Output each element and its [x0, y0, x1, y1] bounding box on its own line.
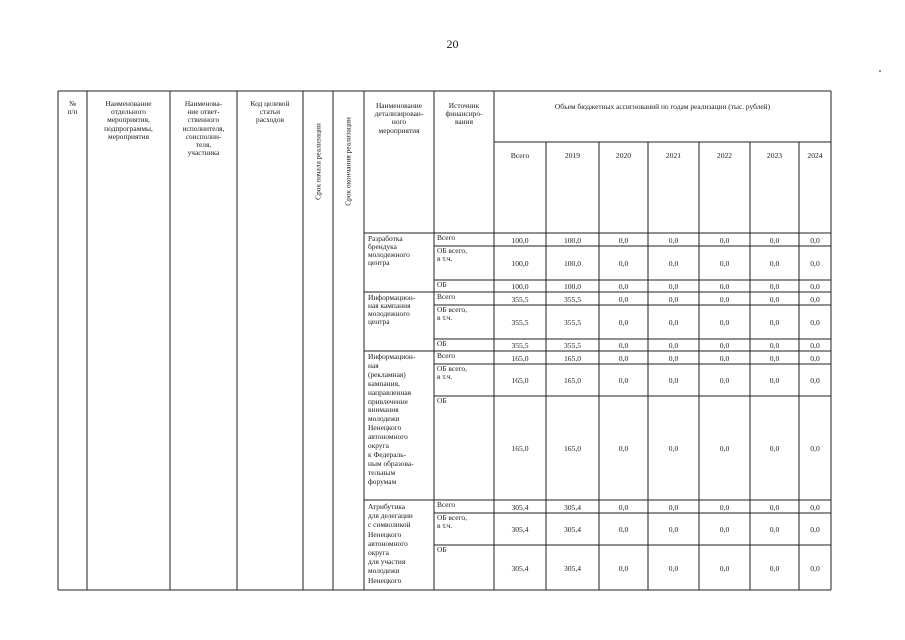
budget-value: 0,0: [769, 563, 780, 573]
header-end: Срок окончания реализации: [343, 117, 353, 206]
funding-source: ОБ всего, в т.ч.: [437, 364, 467, 381]
budget-value: 0,0: [668, 318, 679, 327]
budget-value: 0,0: [719, 563, 730, 573]
budget-value: 0,0: [618, 282, 629, 291]
budget-value: 0,0: [719, 318, 730, 327]
funding-source: Всего: [437, 292, 456, 301]
budget-value: 0,0: [769, 376, 780, 385]
budget-value: 0,0: [769, 353, 780, 363]
budget-value: 100,0: [511, 282, 529, 291]
funding-source: Всего: [437, 351, 456, 360]
budget-value: 0,0: [769, 282, 780, 291]
budget-value: 0,0: [668, 376, 679, 385]
year-header: 2020: [615, 151, 632, 160]
funding-source: ОБ: [437, 339, 447, 348]
budget-value: 0,0: [810, 341, 820, 350]
budget-value: 0,0: [719, 502, 730, 512]
header-code: Код целевой статьи расходов: [250, 99, 290, 125]
budget-value: 0,0: [810, 235, 820, 245]
year-header: 2023: [766, 151, 783, 160]
budget-value: 0,0: [719, 341, 730, 350]
header-detail: Наименование детализирован- ного мероприятия: [374, 101, 424, 135]
budget-value: 355,5: [563, 318, 582, 327]
budget-value: 0,0: [719, 376, 730, 385]
header-executor: Наименова- ние ответ- ственного исполнителя, соисполни- теля, участника: [182, 99, 225, 158]
budget-value: 305,4: [511, 563, 529, 573]
budget-value: 0,0: [810, 444, 820, 453]
budget-value: 0,0: [719, 259, 730, 268]
header-budget: Объем бюджетных ассигнований по годам реализации (тыс. рублей): [554, 102, 771, 111]
budget-value: 0,0: [719, 235, 730, 245]
funding-source: ОБ: [437, 396, 447, 405]
budget-value: 355,5: [563, 341, 582, 350]
budget-value: 0,0: [618, 376, 629, 385]
budget-value: 305,4: [563, 502, 582, 512]
year-header: 2019: [564, 151, 581, 160]
budget-value: 0,0: [618, 341, 629, 350]
funding-source: Всего: [437, 500, 456, 509]
funding-source: ОБ всего, в т.ч.: [437, 513, 467, 530]
year-header: Всего: [510, 151, 530, 160]
budget-value: 165,0: [563, 353, 582, 363]
year-header: 2021: [665, 151, 682, 160]
budget-value: 305,4: [563, 563, 582, 573]
budget-value: 0,0: [618, 353, 629, 363]
budget-value: 0,0: [668, 502, 679, 512]
detail-event-name: Атрибутика для делегации с символикой Ненецкого автономного округа для участия молодежи Ненецкого: [368, 502, 413, 585]
budget-value: 165,0: [511, 444, 529, 453]
budget-value: 305,4: [511, 525, 529, 534]
budget-value: 0,0: [769, 502, 780, 512]
budget-value: 0,0: [810, 502, 820, 512]
budget-value: 305,4: [563, 525, 582, 534]
budget-value: 0,0: [719, 525, 730, 534]
budget-value: 0,0: [719, 294, 730, 304]
budget-value: 0,0: [810, 563, 820, 573]
detail-event-name: Информацион- ная кампания молодежного центра: [368, 293, 416, 326]
budget-value: 0,0: [810, 282, 820, 291]
budget-value: 0,0: [618, 563, 629, 573]
budget-value: 0,0: [719, 282, 730, 291]
budget-value: 0,0: [810, 376, 820, 385]
funding-source: ОБ: [437, 545, 447, 554]
budget-value: 0,0: [618, 444, 629, 453]
budget-value: 0,0: [769, 259, 780, 268]
header-num: № п/п: [67, 99, 78, 117]
year-header: 2024: [807, 151, 823, 160]
budget-value: 0,0: [618, 235, 629, 245]
budget-value: 100,0: [563, 282, 582, 291]
budget-value: 0,0: [668, 341, 679, 350]
detail-event-name: Разработка брендука молодежного центра: [368, 234, 410, 267]
budget-value: 0,0: [810, 353, 820, 363]
budget-value: 0,0: [618, 502, 629, 512]
funding-source: ОБ всего, в т.ч.: [437, 305, 467, 322]
budget-value: 165,0: [563, 376, 582, 385]
budget-value: 0,0: [618, 318, 629, 327]
header-start: Срок начала реализации: [313, 123, 323, 200]
budget-value: 0,0: [810, 318, 820, 327]
budget-value: 0,0: [719, 444, 730, 453]
budget-value: 0,0: [810, 259, 820, 268]
budget-value: 0,0: [719, 353, 730, 363]
budget-value: 0,0: [769, 235, 780, 245]
budget-value: 0,0: [810, 525, 820, 534]
budget-value: 0,0: [668, 444, 679, 453]
budget-value: 100,0: [563, 235, 582, 245]
budget-value: 100,0: [511, 259, 529, 268]
budget-value: 165,0: [563, 444, 582, 453]
budget-value: 305,4: [511, 502, 529, 512]
budget-value: 355,5: [511, 318, 529, 327]
budget-value: 0,0: [668, 259, 679, 268]
budget-value: 0,0: [618, 259, 629, 268]
budget-value: 100,0: [511, 235, 529, 245]
budget-value: 0,0: [668, 235, 679, 245]
detail-event-name: Информацион- ная (рекламная) кампания, направленная привлечение внимания молодежи Ненецкого автономного округа к Федераль- ным образова- тельным форумам: [368, 352, 416, 486]
budget-value: 0,0: [668, 294, 679, 304]
budget-value: 355,5: [563, 294, 582, 304]
budget-value: 0,0: [668, 525, 679, 534]
header-event-name: Наименование отдельного мероприятия, подпрограммы, мероприятия: [104, 99, 153, 141]
budget-value: 0,0: [618, 294, 629, 304]
budget-value: 355,5: [511, 294, 529, 304]
funding-source: Всего: [437, 233, 456, 242]
budget-value: 100,0: [563, 259, 582, 268]
scan-artifact: [879, 70, 881, 72]
budget-value: 0,0: [769, 525, 780, 534]
budget-value: 0,0: [769, 444, 780, 453]
page-number: 20: [446, 37, 459, 51]
budget-value: 0,0: [618, 525, 629, 534]
year-header: 2022: [716, 151, 733, 160]
header-source: Источник финансиро- вания: [445, 101, 483, 127]
budget-value: 0,0: [769, 318, 780, 327]
budget-value: 165,0: [511, 376, 529, 385]
budget-value: 0,0: [668, 282, 679, 291]
funding-source: ОБ: [437, 280, 447, 289]
budget-value: 0,0: [668, 353, 679, 363]
funding-source: ОБ всего, в т.ч.: [437, 246, 467, 263]
budget-value: 0,0: [769, 341, 780, 350]
budget-value: 0,0: [810, 294, 820, 304]
budget-value: 0,0: [668, 563, 679, 573]
budget-value: 0,0: [769, 294, 780, 304]
budget-value: 355,5: [511, 341, 529, 350]
budget-value: 165,0: [511, 353, 529, 363]
